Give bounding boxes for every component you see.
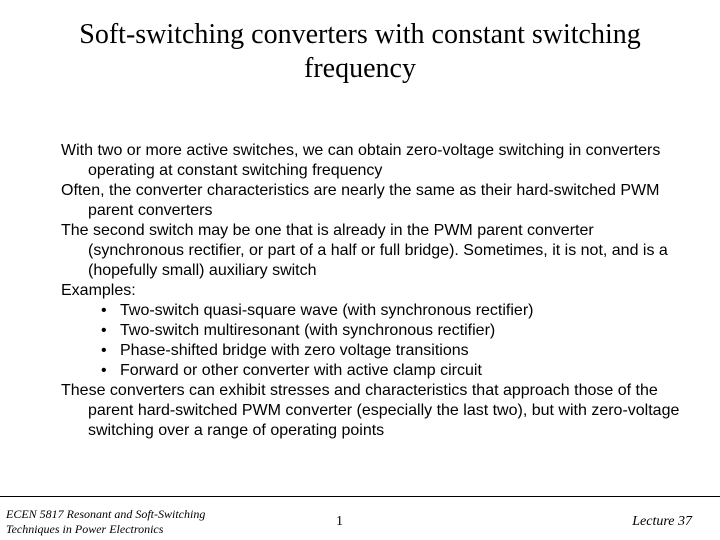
list-item-text: Phase-shifted bridge with zero voltage transitions <box>120 342 469 359</box>
slide-title-line-2: frequency <box>304 53 416 84</box>
list-item <box>61 321 691 341</box>
footer-course-line-1: ECEN 5817 Resonant and Soft-Switching <box>6 507 206 521</box>
list-item <box>61 301 691 321</box>
bullet-icon: • <box>101 342 107 359</box>
bullet-icon: • <box>101 362 107 379</box>
bullet-icon: • <box>101 322 107 339</box>
footer-lecture: Lecture 37 <box>632 514 692 529</box>
examples-heading: Examples: <box>61 282 136 299</box>
slide-title-line-1: Soft-switching converters with constant switching <box>79 19 641 50</box>
footer-course <box>6 507 236 537</box>
list-item <box>61 341 691 361</box>
paragraph-zvs-intro: With two or more active switches, we can obtain zero-voltage switching in converters operating at constant switching frequency <box>61 142 661 179</box>
slide-body <box>61 141 691 441</box>
paragraph-second-switch: The second switch may be one that is already in the PWM parent converter (synchronous rectifier, or part of a half or full bridge). Sometimes, it is not, and is a (hopefully small) auxiliary switch <box>61 222 668 279</box>
paragraph-characteristics: Often, the converter characteristics are nearly the same as their hard-switched PWM parent converters <box>61 182 660 219</box>
footer-divider <box>0 496 720 497</box>
list-item-text: Forward or other converter with active clamp circuit <box>120 362 482 379</box>
list-item-text: Two-switch quasi-square wave (with synchronous rectifier) <box>120 302 534 319</box>
list-item-text: Two-switch multiresonant (with synchronous rectifier) <box>120 322 496 339</box>
paragraph-stresses: These converters can exhibit stresses and characteristics that approach those of the parent hard-switched PWM converter (especially the last two), but with zero-voltage switching over a range of operating points <box>61 382 680 439</box>
bullet-icon: • <box>101 302 107 319</box>
slide-title <box>20 18 700 86</box>
footer-course-line-2: Techniques in Power Electronics <box>6 522 164 536</box>
page-number: 1 <box>336 514 343 529</box>
list-item <box>61 361 691 381</box>
